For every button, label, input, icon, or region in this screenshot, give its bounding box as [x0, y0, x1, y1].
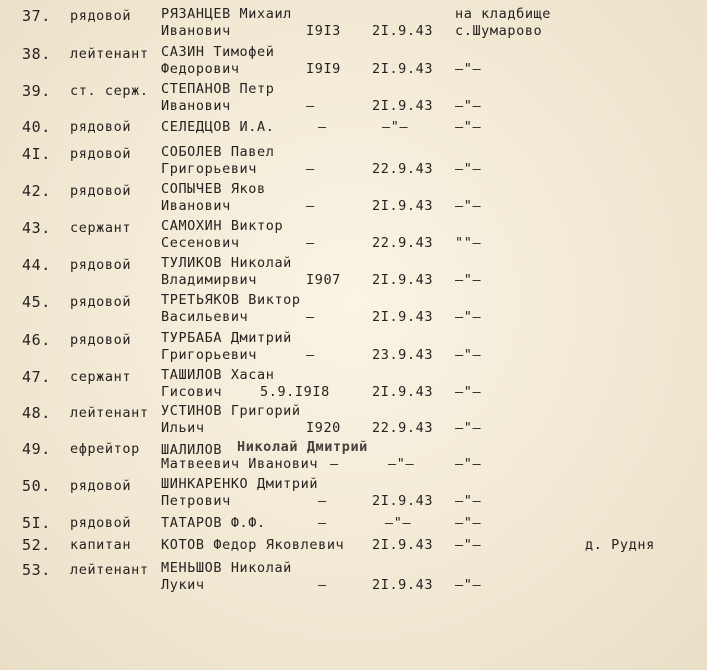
patronymic: Владимирвич: [161, 272, 258, 288]
patronymic: Сесенович: [161, 235, 240, 251]
surname-name: ШИНКАРЕНКО Дмитрий: [161, 476, 319, 492]
burial-place: –"–: [455, 347, 482, 363]
rank: рядовой: [70, 294, 132, 310]
rank: рядовой: [70, 119, 132, 135]
row-number: 45.: [22, 293, 51, 311]
table-row: [0, 6, 707, 46]
surname-name: КОТОВ Федор Яковлевич: [161, 537, 345, 553]
burial-place: –"–: [455, 384, 482, 400]
rank: рядовой: [70, 146, 132, 162]
surname-name: ТАШИЛОВ Хасан: [161, 367, 275, 383]
row-number: 43.: [22, 219, 51, 237]
surname-name: СТЕПАНОВ Петр: [161, 81, 275, 97]
patronymic: Григорьевич: [161, 347, 258, 363]
row-number: 5I.: [22, 514, 51, 532]
table-row: [0, 81, 707, 121]
birth-year: –: [318, 119, 327, 135]
table-row: [0, 255, 707, 295]
death-date: 2I.9.43: [372, 23, 434, 39]
rank: лейтенант: [70, 46, 149, 62]
burial-place: –"–: [455, 98, 482, 114]
patronymic: Гисович: [161, 384, 223, 400]
birth-year: 5.9.I9I8: [260, 384, 330, 400]
rank: лейтенант: [70, 405, 149, 421]
birth-year: –: [306, 161, 315, 177]
row-number: 38.: [22, 45, 51, 63]
rank: рядовой: [70, 515, 132, 531]
burial-place-line1: на кладбище: [455, 6, 552, 22]
patronymic: Иванович: [161, 23, 231, 39]
birth-year: I9I9: [306, 61, 341, 77]
surname-name: УСТИНОВ Григорий: [161, 403, 301, 419]
row-number: 49.: [22, 440, 51, 458]
row-number: 40.: [22, 118, 51, 136]
burial-place: –"–: [455, 161, 482, 177]
patronymic: Петрович: [161, 493, 231, 509]
birth-year: –: [330, 456, 339, 472]
rank: рядовой: [70, 8, 132, 24]
birth-year: –: [306, 235, 315, 251]
rank: сержант: [70, 369, 132, 385]
birth-year: –: [306, 309, 315, 325]
birth-year: –: [306, 347, 315, 363]
table-row: [0, 144, 707, 184]
rank: рядовой: [70, 257, 132, 273]
row-number: 39.: [22, 82, 51, 100]
burial-place-line2: с.Шумарово: [455, 23, 543, 39]
surname-name: ТУРБАБА Дмитрий: [161, 330, 292, 346]
burial-place: –"–: [455, 537, 482, 553]
table-row: [0, 439, 707, 479]
row-number: 47.: [22, 368, 51, 386]
burial-place: –"–: [455, 515, 482, 531]
burial-place: –"–: [455, 309, 482, 325]
rank: рядовой: [70, 332, 132, 348]
surname-name: ТАТАРОВ Ф.Ф.: [161, 515, 266, 531]
surname-name: СОБОЛЕВ Павел: [161, 144, 275, 160]
death-date: 2I.9.43: [372, 272, 434, 288]
burial-place: –"–: [455, 456, 482, 472]
row-number: 50.: [22, 477, 51, 495]
birth-year: –: [318, 493, 327, 509]
burial-place: –"–: [455, 577, 482, 593]
surname-name: МЕНЬШОВ Николай: [161, 560, 292, 576]
patronymic: Григорьевич: [161, 161, 258, 177]
death-date: –"–: [382, 119, 409, 135]
rank: рядовой: [70, 478, 132, 494]
burial-place: –"–: [455, 493, 482, 509]
row-number: 4I.: [22, 145, 51, 163]
table-row: [0, 218, 707, 258]
burial-place: –"–: [455, 119, 482, 135]
surname-name-text: ШАЛИЛОВ: [161, 442, 223, 458]
row-number: 53.: [22, 561, 51, 579]
death-date: 22.9.43: [372, 235, 434, 251]
birth-year: –: [318, 515, 327, 531]
birth-year: –: [306, 98, 315, 114]
overtyped-name: Николай Дмитрий: [237, 439, 368, 455]
burial-place: –"–: [455, 272, 482, 288]
table-row: [0, 560, 707, 600]
death-date: 2I.9.43: [372, 384, 434, 400]
birth-year: I9I3: [306, 23, 341, 39]
birth-year: –: [306, 198, 315, 214]
burial-place: –"–: [455, 420, 482, 436]
surname-name: САМОХИН Виктор: [161, 218, 284, 234]
death-date: 2I.9.43: [372, 309, 434, 325]
burial-place: ""–: [455, 235, 482, 251]
death-date: 22.9.43: [372, 420, 434, 436]
table-row: [0, 44, 707, 84]
patronymic: Матвеевич Иванович: [161, 456, 319, 472]
table-row: [0, 476, 707, 516]
burial-place: –"–: [455, 198, 482, 214]
row-number: 48.: [22, 404, 51, 422]
burial-place-village: д. Рудня: [585, 537, 655, 553]
birth-year: –: [318, 577, 327, 593]
death-date: 2I.9.43: [372, 537, 434, 553]
death-date: 22.9.43: [372, 161, 434, 177]
death-date: 23.9.43: [372, 347, 434, 363]
surname-name: САЗИН Тимофей: [161, 44, 275, 60]
row-number: 52.: [22, 536, 51, 554]
patronymic: Иванович: [161, 98, 231, 114]
table-row: [0, 330, 707, 370]
surname-name: ТУЛИКОВ Николай: [161, 255, 292, 271]
rank: капитан: [70, 537, 132, 553]
patronymic: Федорович: [161, 61, 240, 77]
surname-name: СЕЛЕДЦОВ И.А.: [161, 119, 275, 135]
table-row: [0, 181, 707, 221]
surname-name: СОПЫЧЕВ Яков: [161, 181, 266, 197]
birth-year: I907: [306, 272, 341, 288]
death-date: 2I.9.43: [372, 198, 434, 214]
death-date: 2I.9.43: [372, 98, 434, 114]
rank: рядовой: [70, 183, 132, 199]
rank: лейтенант: [70, 562, 149, 578]
table-row: [0, 292, 707, 332]
death-date: –"–: [388, 456, 415, 472]
patronymic: Васильевич: [161, 309, 249, 325]
row-number: 46.: [22, 331, 51, 349]
patronymic: Иванович: [161, 198, 231, 214]
death-date: 2I.9.43: [372, 61, 434, 77]
patronymic: Лукич: [161, 577, 205, 593]
rank: сержант: [70, 220, 132, 236]
row-number: 44.: [22, 256, 51, 274]
table-row: [0, 403, 707, 443]
patronymic: Ильич: [161, 420, 205, 436]
burial-place: –"–: [455, 61, 482, 77]
death-date: 2I.9.43: [372, 577, 434, 593]
surname-name: РЯЗАНЦЕВ Михаил: [161, 6, 292, 22]
surname-name: ТРЕТЬЯКОВ Виктор: [161, 292, 301, 308]
rank: ефрейтор: [70, 441, 140, 457]
row-number: 37.: [22, 7, 51, 25]
death-date: –"–: [385, 515, 412, 531]
birth-year: I920: [306, 420, 341, 436]
row-number: 42.: [22, 182, 51, 200]
rank: ст. серж.: [70, 83, 149, 99]
death-date: 2I.9.43: [372, 493, 434, 509]
table-row: [0, 367, 707, 407]
